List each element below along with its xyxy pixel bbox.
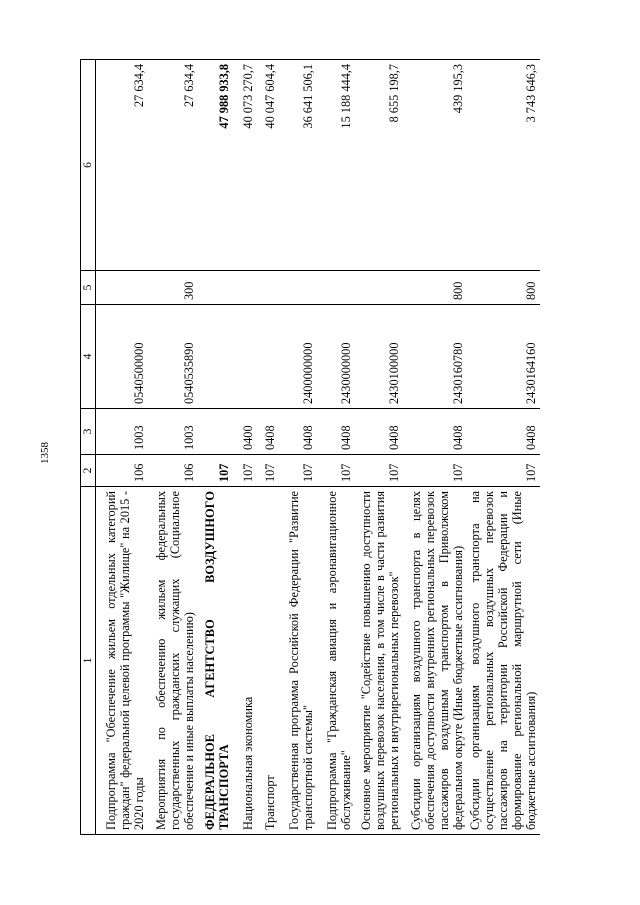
header-col-4: 4 [81,305,96,409]
row-expense-type [317,271,355,305]
row-amount: 47 988 933,8 [198,60,233,271]
row-amount: 36 641 506,1 [279,60,317,271]
row-ved-code: 107 [257,455,279,487]
row-amount: 439 195,3 [403,60,467,271]
row-amount: 3 743 646,3 [467,60,540,271]
row-section-code: 0408 [403,409,467,455]
row-name: Мероприятия по обеспечению жильем федеральных государственных гражданских служащих (Социальное обеспечение и иные выплаты населению) [148,487,198,835]
table-row [467,60,540,835]
row-name: Подпрограмма "Гражданская авиация и аэронавигационное обслуживание" [317,487,355,835]
row-section-code: 0408 [279,409,317,455]
row-amount: 27 634,4 [96,60,148,271]
row-expense-type: 800 [467,271,540,305]
row-target-code: 0540500000 [96,305,148,409]
row-name: Субсидии организациям воздушного транспорта в целях обеспечения доступности внутренних региональных перевозок пассажиров воздушным транспортом в Приволжском федеральном округе (Иные бюджетные ассигнования) [403,487,467,835]
row-target-code [257,305,279,409]
row-ved-code: 106 [96,455,148,487]
row-name: Государственная программа Российской Федерации "Развитие транспортной системы" [279,487,317,835]
header-col-1: 1 [81,487,96,835]
row-section-code: 0408 [467,409,540,455]
table-row [233,60,257,835]
table-row [148,60,198,835]
row-ved-code: 107 [198,455,233,487]
table-header-row [81,60,96,835]
row-target-code: 2430164160 [467,305,540,409]
row-section-code: 1003 [148,409,198,455]
row-name: Национальная экономика [233,487,257,835]
row-ved-code: 107 [317,455,355,487]
table-row [317,60,355,835]
row-expense-type [198,271,233,305]
row-target-code: 0540535890 [148,305,198,409]
row-expense-type [233,271,257,305]
row-expense-type [96,271,148,305]
row-target-code: 2430000000 [317,305,355,409]
row-ved-code: 106 [148,455,198,487]
budget-table [80,59,540,835]
table-row [355,60,403,835]
row-ved-code: 107 [403,455,467,487]
row-section-code: 0408 [317,409,355,455]
row-ved-code: 107 [355,455,403,487]
row-ved-code: 107 [467,455,540,487]
row-expense-type [257,271,279,305]
header-col-6: 6 [81,60,96,271]
row-ved-code: 107 [279,455,317,487]
table-row [257,60,279,835]
row-section-code [198,409,233,455]
row-section-code: 0408 [355,409,403,455]
row-expense-type: 300 [148,271,198,305]
row-name: ФЕДЕРАЛЬНОЕ АГЕНТСТВО ВОЗДУШНОГО ТРАНСПОРТА [198,487,233,835]
row-expense-type [279,271,317,305]
row-target-code [233,305,257,409]
row-section-code: 0400 [233,409,257,455]
row-amount: 27 634,4 [148,60,198,271]
row-target-code [198,305,233,409]
row-name: Основное мероприятие "Содействие повышению доступности воздушных перевозок населения, в том числе в части развития региональных и внутрирегиональных перевозок" [355,487,403,835]
table-row [403,60,467,835]
row-amount: 15 188 444,4 [317,60,355,271]
table-body [96,60,540,835]
row-name: Субсидии организациям воздушного транспорта на осуществление региональных воздушных перевозок пассажиров на территории Российской Федерации и формирование региональной маршрутной сети (Иные бюджетные ассигнования) [467,487,540,835]
header-col-5: 5 [81,271,96,305]
header-col-2: 2 [81,455,96,487]
header-col-3: 3 [81,409,96,455]
row-section-code: 0408 [257,409,279,455]
row-amount: 40 073 270,7 [233,60,257,271]
row-expense-type [355,271,403,305]
row-amount: 40 047 604,4 [257,60,279,271]
row-ved-code: 107 [233,455,257,487]
row-section-code: 1003 [96,409,148,455]
row-target-code: 2430160780 [403,305,467,409]
table-row [198,60,233,835]
row-target-code: 2430100000 [355,305,403,409]
row-name: Транспорт [257,487,279,835]
row-amount: 8 655 198,7 [355,60,403,271]
page-number-text: 1358 [39,442,51,464]
table-row [96,60,148,835]
row-target-code: 2400000000 [279,305,317,409]
row-name: Подпрограмма "Обеспечение жильем отдельных категорий граждан" федеральной целевой программы "Жилище" на 2015 - 2020 годы [96,487,148,835]
table-row [279,60,317,835]
row-expense-type: 800 [403,271,467,305]
